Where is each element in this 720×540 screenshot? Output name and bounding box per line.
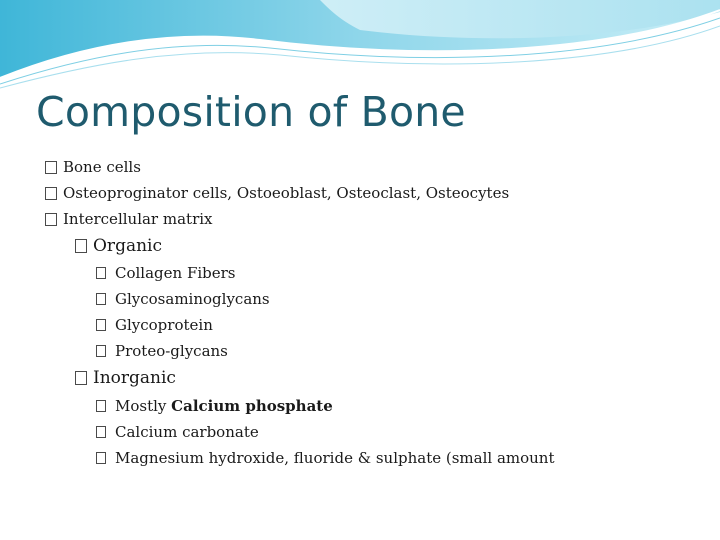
bullet-box-icon bbox=[75, 371, 87, 385]
bullet-box-icon bbox=[96, 345, 106, 357]
list-item bbox=[96, 423, 259, 441]
bullet-box-icon bbox=[45, 187, 57, 200]
list-item bbox=[75, 236, 162, 256]
bullet-box-icon bbox=[45, 213, 57, 226]
bullet-box-icon bbox=[96, 267, 106, 279]
list-item-text-plain: Mostly bbox=[115, 397, 172, 415]
list-item-text: Bone cells bbox=[63, 158, 141, 176]
slide-title: Composition of Bone bbox=[36, 88, 466, 136]
list-item-text: Magnesium hydroxide, fluoride & sulphate (small amount bbox=[115, 449, 555, 467]
list-item-text: Calcium carbonate bbox=[115, 423, 259, 441]
list-item-text: Glycoprotein bbox=[115, 316, 213, 334]
list-item bbox=[96, 449, 555, 467]
bullet-box-icon bbox=[96, 452, 106, 464]
list-item-text-bold: Calcium phosphate bbox=[171, 397, 333, 415]
list-item bbox=[45, 158, 141, 176]
bullet-box-icon bbox=[75, 239, 87, 253]
bullet-box-icon bbox=[96, 426, 106, 438]
list-item-text: Organic bbox=[93, 236, 162, 256]
list-item-text: Osteoproginator cells, Ostoeoblast, Osteoclast, Osteocytes bbox=[63, 184, 510, 202]
bullet-box-icon bbox=[96, 293, 106, 305]
list-item-text: Proteo-glycans bbox=[115, 342, 228, 360]
list-item-text: Intercellular matrix bbox=[63, 210, 213, 228]
list-item-text: Glycosaminoglycans bbox=[115, 290, 270, 308]
list-item bbox=[45, 210, 213, 228]
list-item bbox=[96, 316, 213, 334]
list-item-text bbox=[115, 397, 333, 415]
list-item bbox=[96, 264, 236, 282]
bullet-box-icon bbox=[96, 400, 106, 412]
list-item bbox=[45, 184, 509, 202]
list-item-text: Inorganic bbox=[93, 368, 176, 388]
bullet-box-icon bbox=[96, 319, 106, 331]
list-item bbox=[96, 397, 333, 415]
list-item bbox=[96, 342, 228, 360]
list-item bbox=[75, 368, 176, 388]
bullet-box-icon bbox=[45, 161, 57, 174]
list-item-text: Collagen Fibers bbox=[115, 264, 236, 282]
list-item bbox=[96, 290, 270, 308]
